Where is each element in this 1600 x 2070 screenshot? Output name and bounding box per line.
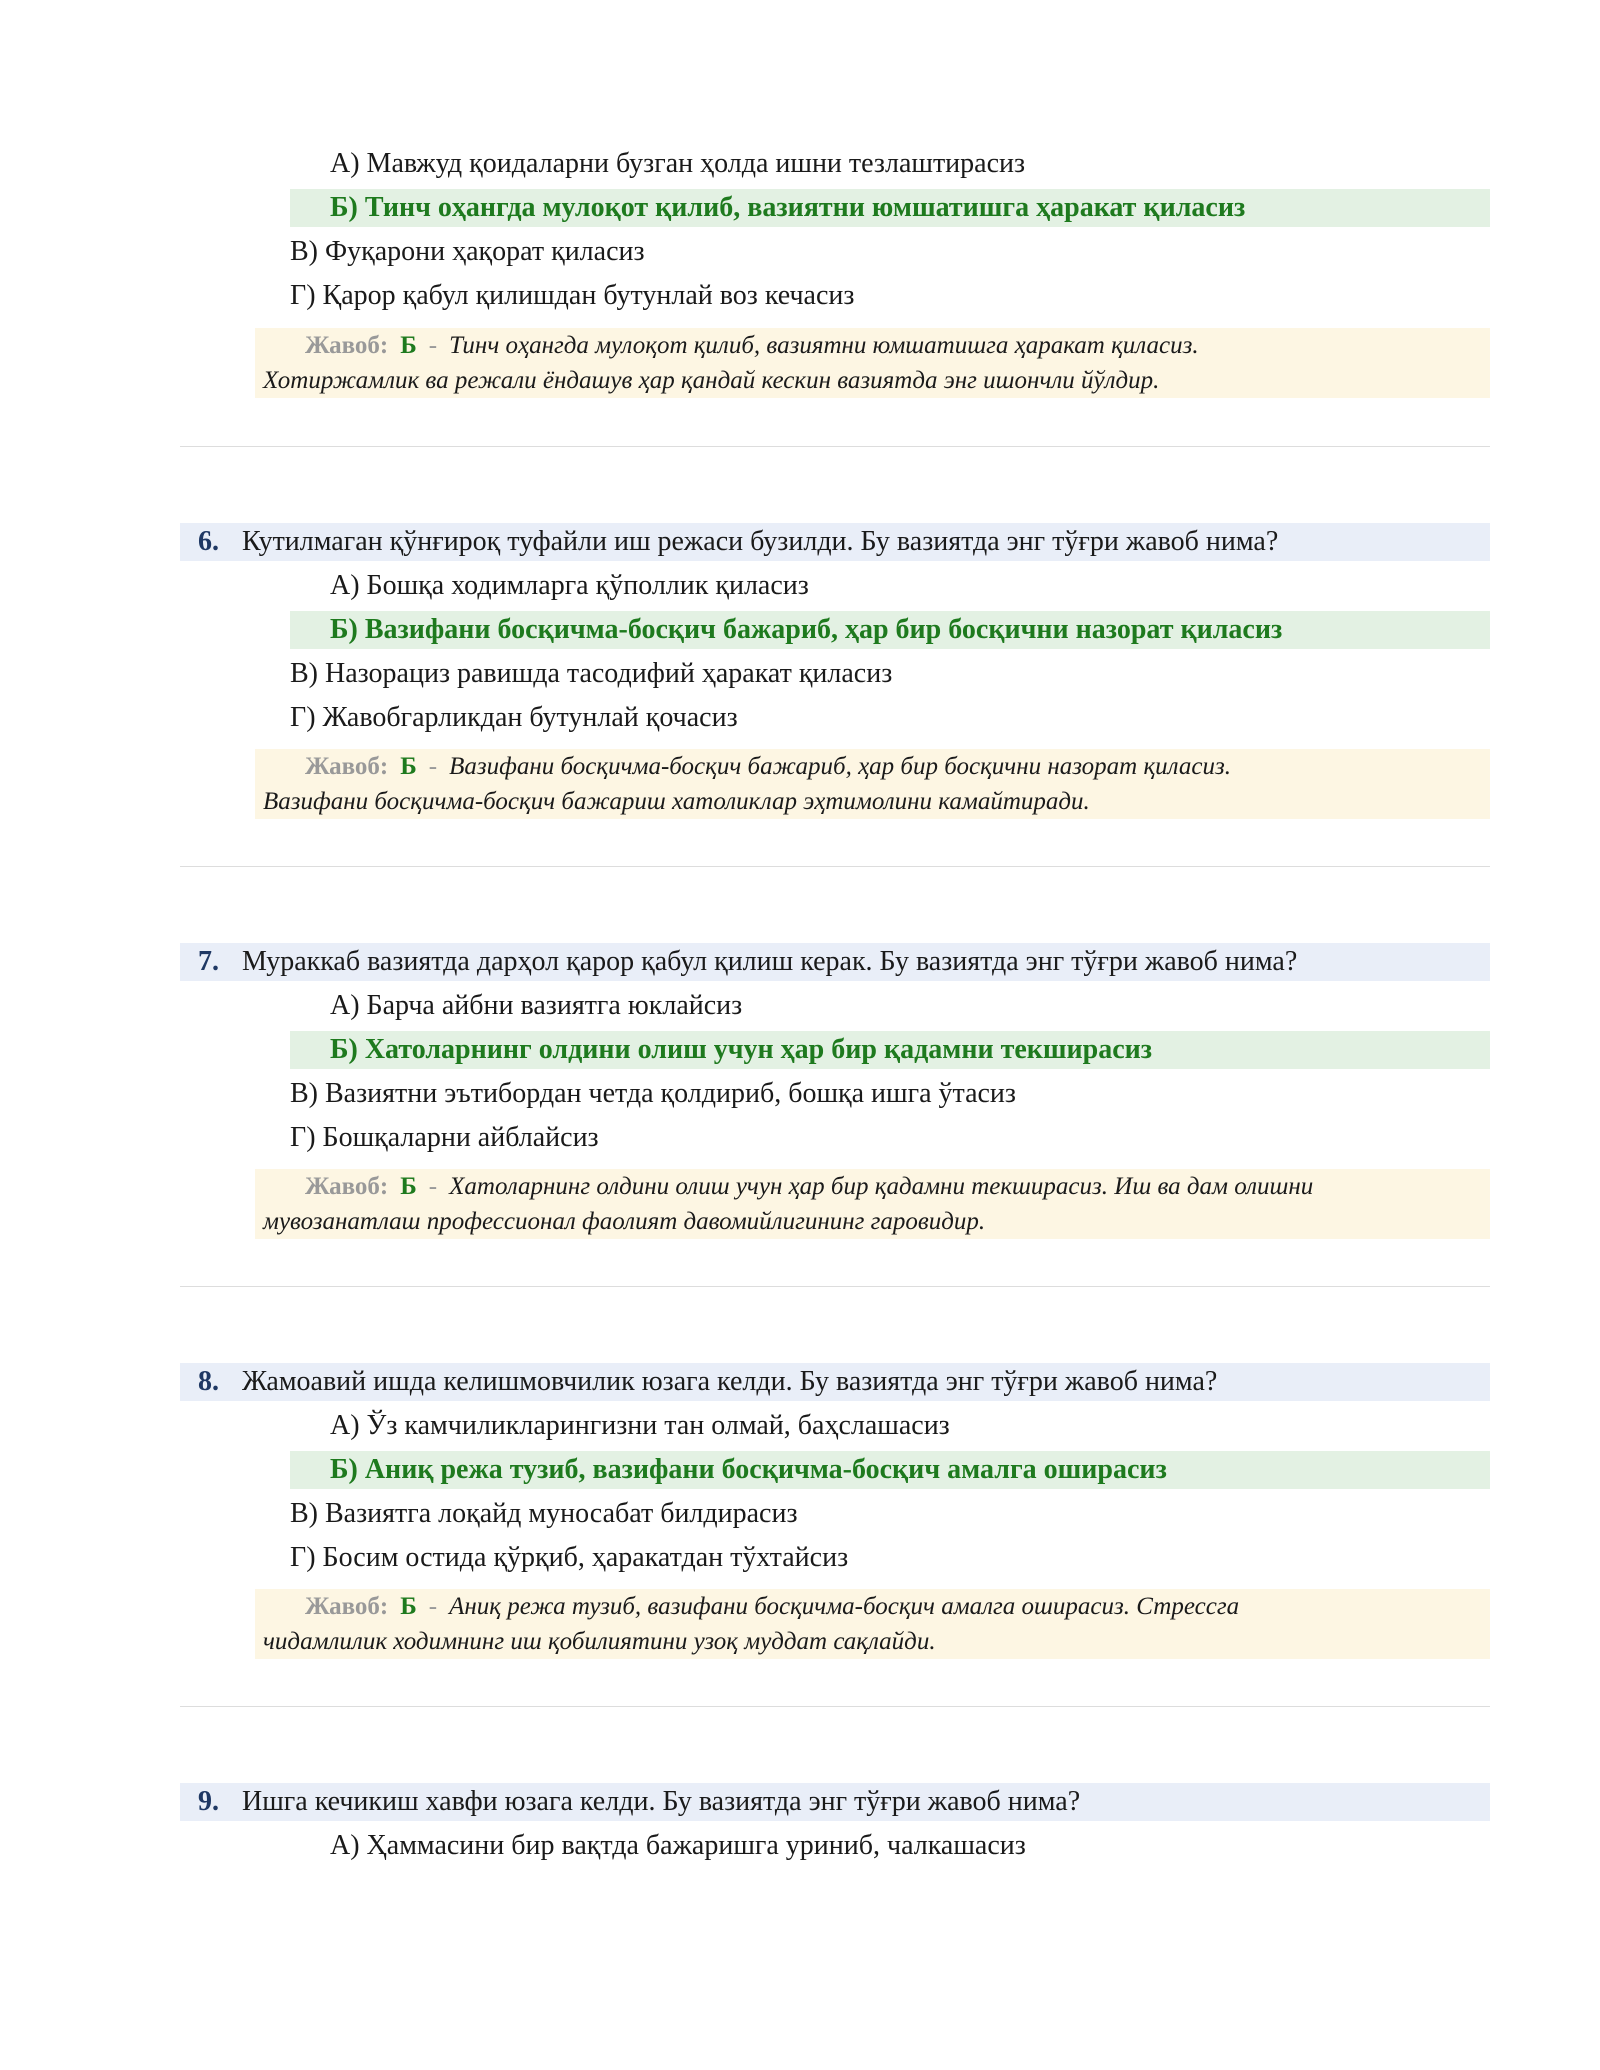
- answer-letter: Б: [400, 1593, 417, 1620]
- answer-letter: Б: [400, 332, 417, 359]
- option-c: В) Фуқарони ҳақорат қиласиз: [290, 236, 645, 267]
- option-c: В) Вазиятга лоқайд муносабат билдирасиз: [290, 1498, 798, 1529]
- divider: [180, 1706, 1490, 1707]
- answer-letter: Б: [400, 753, 417, 780]
- answer-explanation-line2: чидамлилик ходимнинг иш қобилиятини узоқ муддат сақлайди.: [263, 1628, 936, 1655]
- option-d: Г) Қарор қабул қилишдан бутунлай воз кечасиз: [290, 280, 855, 311]
- option-c: В) Назорациз равишда тасодифий ҳаракат қиласиз: [290, 658, 893, 689]
- question-header: [180, 1363, 1490, 1401]
- question-header: [180, 1783, 1490, 1821]
- answer-label: Жавоб:: [305, 1593, 389, 1620]
- answer-explanation-line2: Хотиржамлик ва режали ёндашув ҳар қандай кескин вазиятда энг ишончли йўлдир.: [263, 367, 1160, 394]
- option-b-text: Б) Хатоларнинг олдини олиш учун ҳар бир қадамни текширасиз: [330, 1034, 1153, 1065]
- divider: [180, 866, 1490, 867]
- question-number: 7.: [198, 946, 219, 977]
- answer-label: Жавоб:: [305, 1173, 389, 1200]
- answer-explanation-line1: Вазифани босқичма-босқич бажариб, ҳар бир босқични назорат қиласиз.: [449, 753, 1231, 780]
- option-b-correct: [290, 611, 1490, 649]
- option-a: А) Барча айбни вазиятга юклайсиз: [330, 990, 743, 1021]
- question-text: Жамоавий ишда келишмовчилик юзага келди. Бу вазиятда энг тўғри жавоб нима?: [242, 1366, 1218, 1397]
- option-a: А) Ўз камчиликларингизни тан олмай, баҳслашасиз: [330, 1410, 950, 1441]
- option-a: А) Ҳаммасини бир вақтда бажаришга уриниб, чалкашасиз: [330, 1830, 1026, 1861]
- answer-box: Жавоб: Б - Хатоларнинг олдини олиш учун ҳар бир қадамни текширасиз. Иш ва дам олишни мувозанатлаш профессионал фаолият давомийлигининг гаровидир.: [255, 1169, 1490, 1239]
- answer-explanation-line1: Хатоларнинг олдини олиш учун ҳар бир қадамни текширасиз. Иш ва дам олишни: [449, 1173, 1314, 1200]
- question-number: 9.: [198, 1786, 219, 1817]
- question-number: 8.: [198, 1366, 219, 1397]
- answer-explanation-line1: Тинч оҳангда мулоқот қилиб, вазиятни юмшатишга ҳаракат қиласиз.: [449, 332, 1199, 359]
- answer-box: Жавоб: Б - Аниқ режа тузиб, вазифани босқичма-босқич амалга оширасиз. Стрессга чидамлилик ходимнинг иш қобилиятини узоқ муддат сақлайди.: [255, 1589, 1490, 1659]
- option-c: В) Вазиятни эътибордан четда қолдириб, бошқа ишга ўтасиз: [290, 1078, 1016, 1109]
- option-b-correct: [290, 1451, 1490, 1489]
- answer-label: Жавоб:: [305, 332, 389, 359]
- answer-explanation-line2: мувозанатлаш профессионал фаолият давомийлигининг гаровидир.: [263, 1208, 986, 1235]
- option-a: А) Бошқа ходимларга қўполлик қиласиз: [330, 570, 809, 601]
- option-d: Г) Жавобгарликдан бутунлай қочасиз: [290, 702, 738, 733]
- answer-label: Жавоб:: [305, 753, 389, 780]
- divider: [180, 1286, 1490, 1287]
- divider: [180, 446, 1490, 447]
- question-text: Кутилмаган қўнғироқ туфайли иш режаси бузилди. Бу вазиятда энг тўғри жавоб нима?: [242, 526, 1279, 557]
- answer-explanation-line2: Вазифани босқичма-босқич бажариш хатоликлар эҳтимолини камайтиради.: [263, 788, 1090, 815]
- answer-explanation-line1: Аниқ режа тузиб, вазифани босқичма-босқич амалга оширасиз. Стрессга: [449, 1593, 1240, 1620]
- option-d: Г) Бошқаларни айблайсиз: [290, 1122, 599, 1153]
- option-b-correct: [290, 189, 1490, 227]
- question-header: [180, 523, 1490, 561]
- option-a: А) Мавжуд қоидаларни бузган ҳолда ишни тезлаштирасиз: [330, 148, 1026, 179]
- option-b-text: Б) Аниқ режа тузиб, вазифани босқичма-босқич амалга оширасиз: [330, 1454, 1167, 1485]
- question-text: Ишга кечикиш хавфи юзага келди. Бу вазиятда энг тўғри жавоб нима?: [242, 1786, 1081, 1817]
- option-b-correct: [290, 1031, 1490, 1069]
- answer-letter: Б: [400, 1173, 417, 1200]
- option-b-text: Б) Тинч оҳангда мулоқот қилиб, вазиятни юмшатишга ҳаракат қиласиз: [330, 192, 1246, 223]
- option-d: Г) Босим остида қўрқиб, ҳаракатдан тўхтайсиз: [290, 1542, 849, 1573]
- answer-box: Жавоб: Б - Вазифани босқичма-босқич бажариб, ҳар бир босқични назорат қиласиз. Вазифани босқичма-босқич бажариш хатоликлар эҳтимолини камайтиради.: [255, 749, 1490, 819]
- question-text: Мураккаб вазиятда дарҳол қарор қабул қилиш керак. Бу вазиятда энг тўғри жавоб нима?: [242, 946, 1298, 977]
- answer-box: Жавоб: Б - Тинч оҳангда мулоқот қилиб, вазиятни юмшатишга ҳаракат қиласиз. Хотиржамлик ва режали ёндашув ҳар қандай кескин вазиятда энг ишончли йўлдир.: [255, 328, 1490, 398]
- question-header: [180, 943, 1490, 981]
- option-b-text: Б) Вазифани босқичма-босқич бажариб, ҳар бир босқични назорат қиласиз: [330, 614, 1283, 645]
- question-number: 6.: [198, 526, 219, 557]
